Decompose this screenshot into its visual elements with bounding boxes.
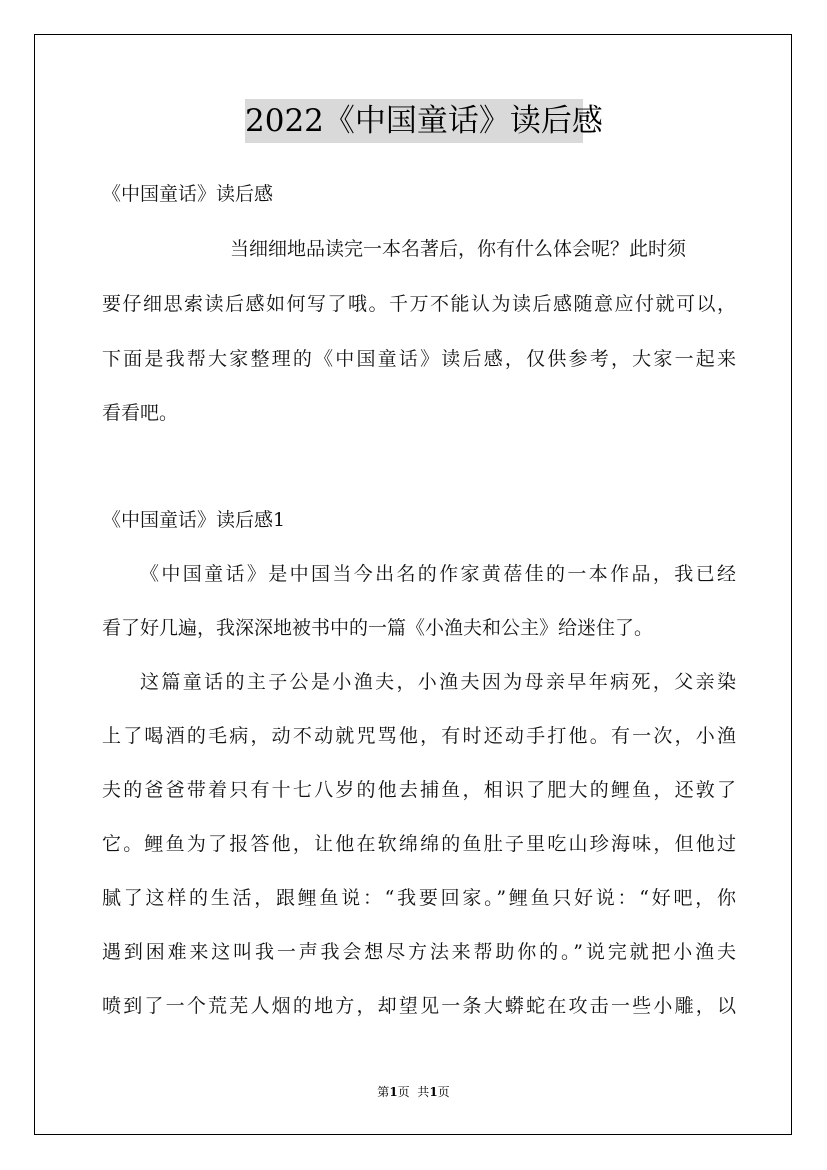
footer-prefix: 第 (377, 1085, 390, 1099)
para2-line-7: 喷到了一个荒芜人烟的地方，却望见一条大蟒蛇在攻击一些小雕，以 (102, 995, 736, 1017)
subheading: 《中国童话》读后感 (102, 183, 274, 205)
intro-line-4: 看看吧。 (102, 402, 179, 424)
para2-line-4: 它。鲤鱼为了报答他，让他在软绵绵的鱼肚子里吃山珍海味，但他过 (102, 833, 736, 855)
para1-line-2: 看了好几遍，我深深地被书中的一篇《小渔夫和公主》给迷住了。 (102, 617, 654, 639)
para2-line-3: 夫的爸爸带着只有十七八岁的他去捕鱼，相识了肥大的鲤鱼，还敦了 (102, 779, 736, 801)
footer-suffix: 页 (437, 1085, 450, 1099)
footer-page-number: 1 (389, 1085, 398, 1099)
para2-line-5: 腻了这样的生活，跟鲤鱼说：“我要回家。”鲤鱼只好说：“好吧，你 (102, 887, 736, 909)
footer-page-total: 1 (429, 1085, 438, 1099)
footer-mid: 页 共 (397, 1085, 430, 1099)
section-heading: 《中国童话》读后感1 (102, 509, 286, 531)
para2-line-2: 上了喝酒的毛病，动不动就咒骂他，有时还动手打他。有一次，小渔 (102, 725, 736, 747)
para2-line-6: 遇到困难来这叫我一声我会想尽方法来帮助你的。”说完就把小渔夫 (102, 941, 736, 963)
para1-line-1: 《中国童话》是中国当今出名的作家黄蓓佳的一本作品，我已经 (140, 563, 736, 585)
intro-line-3: 下面是我帮大家整理的《中国童话》读后感，仅供参考，大家一起来 (102, 348, 736, 370)
document-title: 2022《中国童话》读后感 (245, 99, 583, 143)
intro-line-1: 当细细地品读完一本名著后，你有什么体会呢？此时须 (230, 238, 687, 260)
intro-line-2: 要仔细思索读后感如何写了哦。千万不能认为读后感随意应付就可以， (102, 293, 736, 315)
page-footer (0, 1083, 827, 1100)
para2-line-1: 这篇童话的主子公是小渔夫，小渔夫因为母亲早年病死，父亲染 (140, 671, 736, 693)
